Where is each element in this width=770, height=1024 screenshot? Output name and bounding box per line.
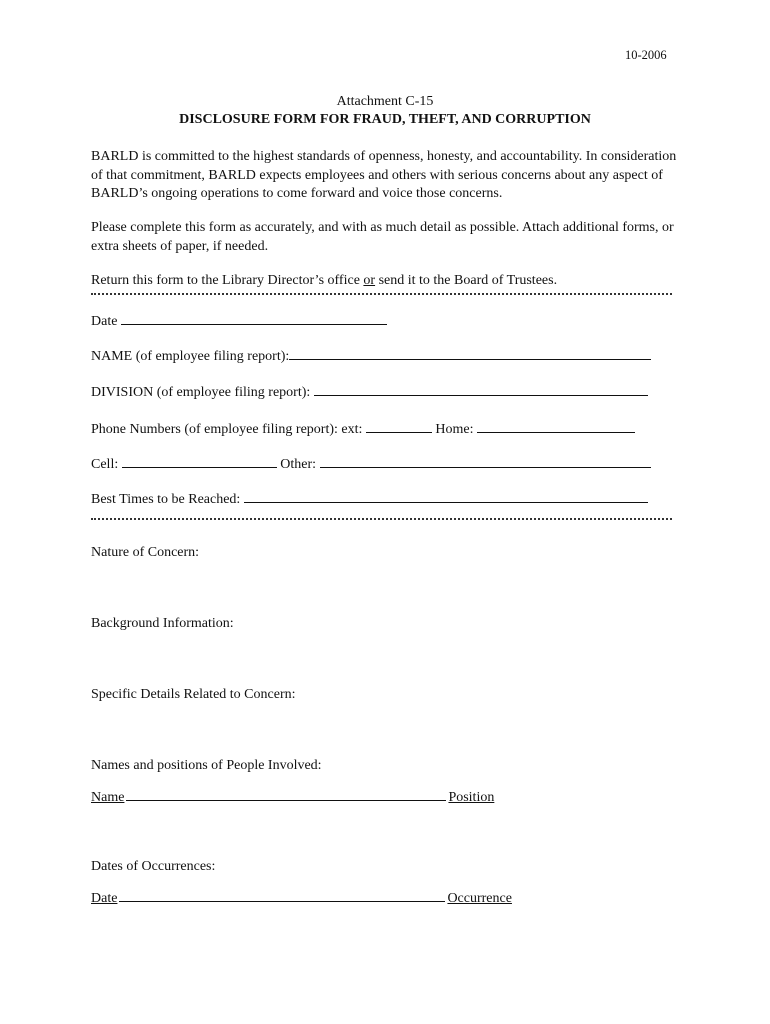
- other-label: Other:: [280, 457, 316, 472]
- return-instructions: [91, 272, 557, 290]
- form-title: DISCLOSURE FORM FOR FRAUD, THEFT, AND CORRUPTION: [179, 112, 591, 127]
- return-suffix: send it to the Board of Trustees.: [375, 273, 558, 288]
- people-involved-label: Names and positions of People Involved:: [91, 758, 322, 773]
- return-or: or: [363, 273, 376, 288]
- dates-of-occurrences-label: Dates of Occurrences:: [91, 859, 216, 874]
- home-label: Home:: [435, 422, 474, 437]
- people-position-column: Position: [448, 790, 495, 805]
- instructions-paragraph: Please complete this form as accurately, and with as much detail as possible. Attach additional forms, or extra sheets of paper, if needed.: [91, 220, 674, 254]
- date-label: Date: [91, 314, 118, 329]
- phone-label: Phone Numbers (of employee filing report): ext:: [91, 422, 363, 437]
- dotted-separator-bottom: [91, 518, 672, 520]
- background-information-label: Background Information:: [91, 616, 234, 631]
- best-times-label: Best Times to be Reached:: [91, 492, 241, 507]
- ext-field[interactable]: [366, 419, 432, 433]
- intro-paragraph: BARLD is committed to the highest standards of openness, honesty, and accountability. In consideration of that commitment, BARLD expects employees and others with serious concerns about any aspect of BARLD’s ongoing operations to come forward and voice those concerns.: [91, 149, 677, 201]
- division-label: DIVISION (of employee filing report):: [91, 385, 311, 400]
- other-phone-field[interactable]: [320, 454, 651, 468]
- people-columns-row: [91, 787, 494, 807]
- phone-row: [91, 419, 635, 439]
- cell-phone-field[interactable]: [122, 454, 277, 468]
- date-row: [91, 311, 387, 331]
- name-label: NAME (of employee filing report):: [91, 349, 290, 364]
- revision-date: 10-2006: [625, 48, 667, 62]
- cell-label: Cell:: [91, 457, 119, 472]
- home-phone-field[interactable]: [477, 419, 635, 433]
- best-times-row: [91, 489, 648, 509]
- division-row: [91, 382, 648, 402]
- division-field[interactable]: [314, 382, 648, 396]
- best-times-field[interactable]: [244, 489, 648, 503]
- dates-date-field[interactable]: [119, 888, 445, 902]
- name-row: [91, 346, 651, 366]
- name-field[interactable]: [289, 346, 651, 360]
- people-name-column: Name: [91, 790, 125, 805]
- nature-of-concern-label: Nature of Concern:: [91, 545, 200, 560]
- cell-row: [91, 454, 651, 474]
- return-prefix: Return this form to the Library Director’s office: [91, 273, 364, 288]
- attachment-label: Attachment C-15: [336, 94, 434, 109]
- dotted-separator-top: [91, 293, 672, 295]
- dates-columns-row: [91, 888, 512, 908]
- dates-occurrence-column: Occurrence: [447, 891, 512, 906]
- specific-details-label: Specific Details Related to Concern:: [91, 687, 296, 702]
- date-field[interactable]: [121, 311, 387, 325]
- people-name-field[interactable]: [126, 787, 446, 801]
- dates-date-column: Date: [91, 891, 118, 906]
